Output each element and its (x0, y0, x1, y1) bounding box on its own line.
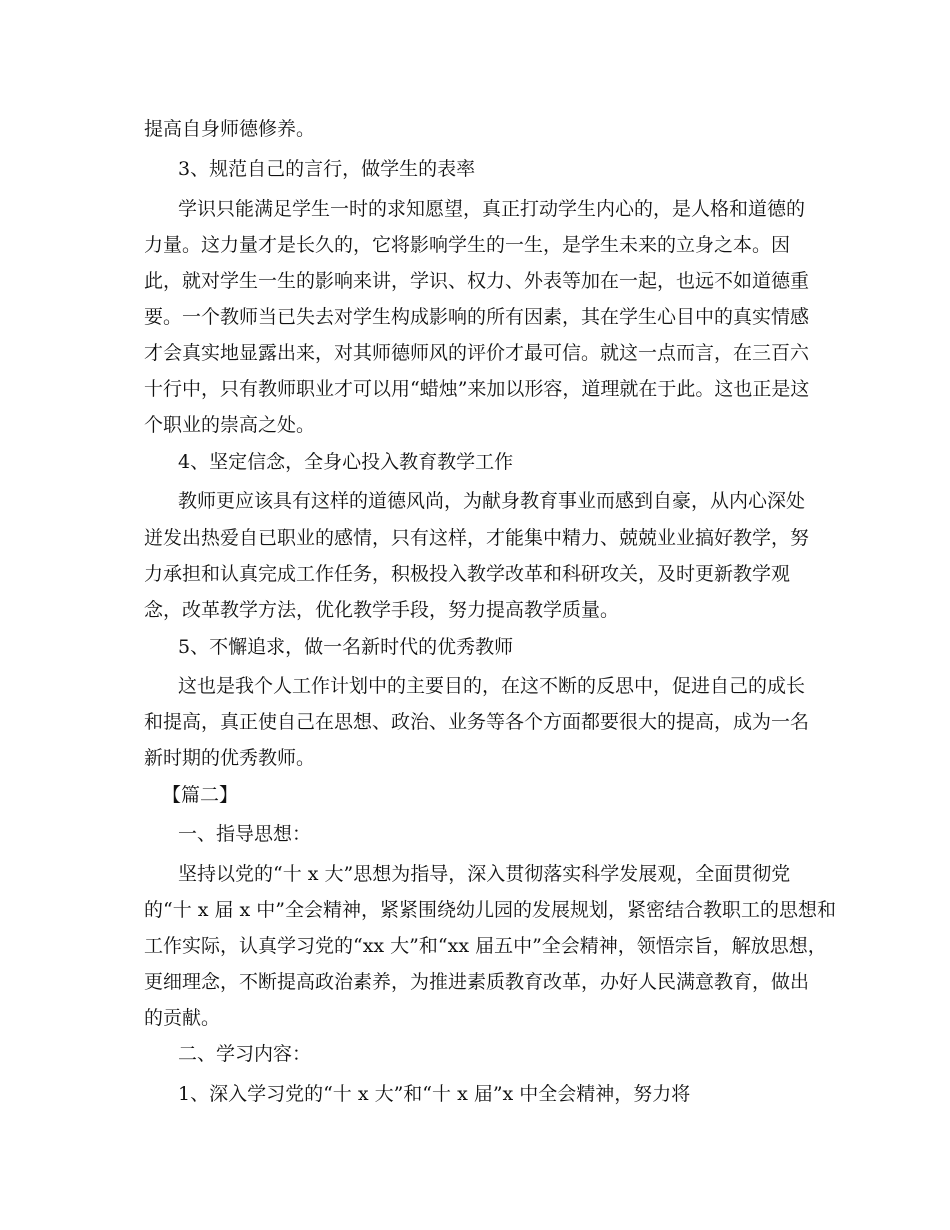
paragraph-line: 十行中，只有教师职业才可以用“蜡烛”来加以形容，道理就在于此。这也正是这 (144, 378, 810, 400)
paragraph-line: 这也是我个人工作计划中的主要目的，在这不断的反思中，促进自己的成长 (178, 675, 806, 697)
paragraph-line: 力量。这力量才是长久的，它将影响学生的一生，是学生未来的立身之本。因 (144, 234, 791, 256)
section-heading: 一、指导思想： (178, 823, 312, 845)
section-heading: 二、学习内容： (178, 1043, 312, 1065)
paragraph-line: 才会真实地显露出来，对其师德师风的评价才最可信。就这一点而言，在三百六 (144, 342, 810, 364)
paragraph-line: 坚持以党的“十 x 大”思想为指导，深入贯彻落实科学发展观，全面贯彻党 (178, 863, 791, 885)
paragraph-line: 工作实际，认真学习党的“xx 大”和“xx 届五中”全会精神，领悟宗旨，解放思想， (144, 935, 827, 957)
paragraph-line: 迸发出热爱自已职业的感情，只有这样，才能集中精力、兢兢业业搞好教学，努 (144, 527, 810, 549)
section-heading: 4、坚定信念，全身心投入教育教学工作 (178, 451, 514, 473)
paragraph-line: 此，就对学生一生的影响来讲，学识、权力、外表等加在一起，也远不如道德重 (144, 270, 810, 292)
paragraph-line: 的“十 x 届 x 中”全会精神，紧紧围绕幼儿园的发展规划，紧密结合教职工的思想和 (144, 899, 837, 921)
paragraph-line: 提高自身师德修养。 (144, 118, 316, 140)
part-heading: 【篇二】 (162, 784, 239, 806)
paragraph-line: 个职业的崇高之处。 (144, 414, 316, 436)
paragraph-line: 更细理念，不断提高政治素养，为推进素质教育改革，办好人民满意教育，做出 (144, 971, 810, 993)
paragraph-line: 新时期的优秀教师。 (144, 747, 316, 769)
paragraph-line: 的贡献。 (144, 1007, 221, 1029)
paragraph-line: 1、深入学习党的“十 x 大”和“十 x 届”x 中全会精神，努力将 (178, 1083, 691, 1105)
paragraph-line: 要。一个教师当已失去对学生构成影响的所有因素，其在学生心目中的真实情感 (144, 306, 810, 328)
paragraph-line: 教师更应该具有这样的道德风尚，为献身教育事业而感到自豪，从内心深处 (178, 490, 806, 512)
section-heading: 5、不懈追求，做一名新时代的优秀教师 (178, 636, 514, 658)
paragraph-line: 念，改革教学方法，优化教学手段，努力提高教学质量。 (144, 599, 620, 621)
section-heading: 3、规范自己的言行，做学生的表率 (178, 158, 476, 180)
paragraph-line: 和提高，真正使自己在思想、政治、业务等各个方面都要很大的提高，成为一名 (144, 711, 810, 733)
paragraph-line: 学识只能满足学生一时的求知愿望，真正打动学生内心的，是人格和道德的 (178, 198, 806, 220)
paragraph-line: 力承担和认真完成工作任务，积极投入教学改革和科研攻关，及时更新教学观 (144, 563, 791, 585)
